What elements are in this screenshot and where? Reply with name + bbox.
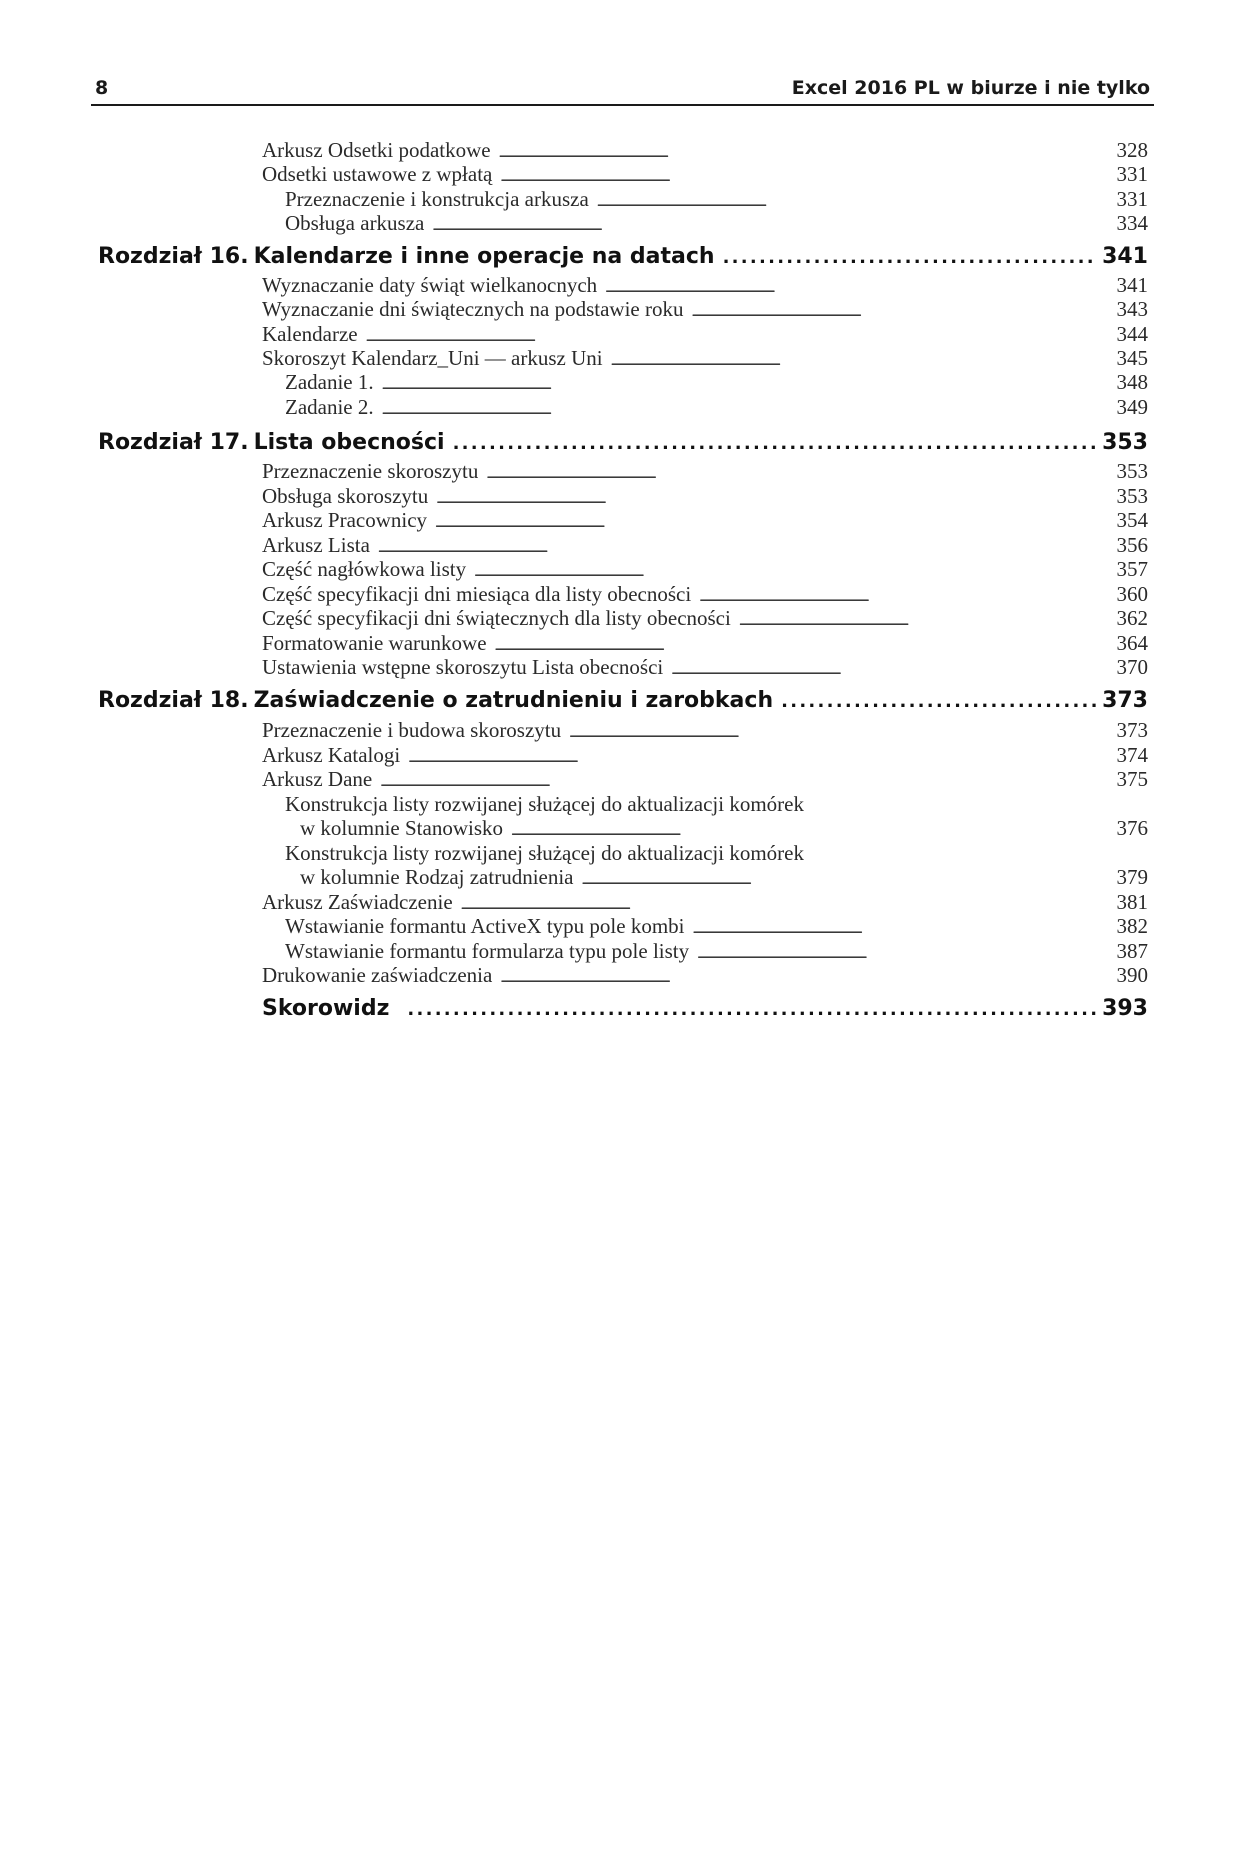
- toc-page-number: 387: [1116, 939, 1148, 963]
- toc-entry-title: Wstawianie formantu ActiveX typu pole kombi: [285, 914, 685, 938]
- toc-page-number: 382: [1116, 914, 1148, 938]
- toc-entry-title: Obsługa skoroszytu: [262, 484, 429, 508]
- dot-leader: [500, 961, 1111, 993]
- dot-leader: [407, 993, 1097, 1026]
- toc-page-number: 376: [1116, 816, 1148, 840]
- toc-page-number: 390: [1116, 963, 1148, 987]
- toc-entry: [285, 209, 1148, 238]
- book-title: Excel 2016 PL w biurze i nie tylko: [791, 77, 1150, 99]
- toc-page-number: 343: [1116, 297, 1148, 321]
- toc-entry-title: Formatowanie warunkowe: [262, 631, 487, 655]
- toc-entry-title: Kalendarze: [262, 322, 358, 346]
- dot-leader: [723, 241, 1097, 274]
- toc-entry: [262, 961, 1148, 990]
- toc-page-number: 341: [1116, 273, 1148, 297]
- toc-entry-title: Wyznaczanie daty świąt wielkanocnych: [262, 273, 598, 297]
- toc-page-number: 353: [1102, 430, 1148, 455]
- toc-page-number: 373: [1102, 688, 1148, 713]
- toc-entry-title: Zaświadczenie o zatrudnieniu i zarobkach: [253, 688, 774, 713]
- toc-entry-title: Część nagłówkowa listy: [262, 557, 467, 581]
- chapter-number: Rozdział 18.: [98, 688, 249, 713]
- chapter-number: Rozdział 16.: [98, 244, 249, 269]
- toc-entry-title: Część specyfikacji dni świątecznych dla listy obecności: [262, 606, 731, 630]
- toc-entry: [285, 393, 1148, 422]
- toc-entry-title: Wstawianie formantu formularza typu pole listy: [285, 939, 690, 963]
- dot-leader: [781, 685, 1097, 718]
- index-entry: [262, 993, 1148, 1025]
- toc-page-number: 348: [1116, 370, 1148, 394]
- toc-entry-title: Skorowidz: [262, 996, 390, 1021]
- toc-entry-title: Konstrukcja listy rozwijanej służącej do aktualizacji komórek: [285, 792, 804, 816]
- toc-page-number: 381: [1116, 890, 1148, 914]
- toc-page-number: 353: [1116, 459, 1148, 483]
- toc-entry: [262, 653, 1148, 682]
- toc-page-number: 349: [1116, 395, 1148, 419]
- toc-page-number: 331: [1116, 162, 1148, 186]
- dot-leader: [453, 427, 1098, 460]
- toc-entry-title: Ustawienia wstępne skoroszytu Lista obecności: [262, 655, 664, 679]
- toc-page-number: 356: [1116, 533, 1148, 557]
- toc-entry-title: Część specyfikacji dni miesiąca dla listy obecności: [262, 582, 692, 606]
- toc-entry-title: Odsetki ustawowe z wpłatą: [262, 162, 493, 186]
- toc-entry-title: Arkusz Lista: [262, 533, 370, 557]
- toc-page-number: 345: [1116, 346, 1148, 370]
- toc-entry-title: Przeznaczenie i budowa skoroszytu: [262, 718, 562, 742]
- toc-page-number: 354: [1116, 508, 1148, 532]
- page-number: 8: [95, 77, 109, 99]
- chapter-number: Rozdział 17.: [98, 430, 249, 455]
- toc-page-number: 353: [1116, 484, 1148, 508]
- toc-entry-title: w kolumnie Stanowisko: [300, 816, 503, 840]
- toc-page-number: 375: [1116, 767, 1148, 791]
- toc-page-number: 379: [1116, 865, 1148, 889]
- toc-entry-title: w kolumnie Rodzaj zatrudnienia: [300, 865, 574, 889]
- chapter-heading: [98, 427, 1148, 459]
- toc-entry-title: Wyznaczanie dni świątecznych na podstawie roku: [262, 297, 684, 321]
- toc-entry-title: Skoroszyt Kalendarz_Uni — arkusz Uni: [262, 346, 603, 370]
- toc-entry-title: Obsługa arkusza: [285, 211, 425, 235]
- toc-entry-title: Arkusz Odsetki podatkowe: [262, 138, 491, 162]
- toc-entry-title: Zadanie 1.: [285, 370, 374, 394]
- toc-page-number: 357: [1116, 557, 1148, 581]
- toc-entry-title: Drukowanie zaświadczenia: [262, 963, 493, 987]
- toc-page-number: 393: [1102, 996, 1148, 1021]
- toc-entry-title: Kalendarze i inne operacje na datach: [253, 244, 715, 269]
- toc-page-number: 364: [1116, 631, 1148, 655]
- toc-entry-title: Arkusz Dane: [262, 767, 373, 791]
- toc-page-number: 334: [1116, 211, 1148, 235]
- toc-page-number: 373: [1116, 718, 1148, 742]
- chapter-heading: [98, 241, 1148, 273]
- toc-entry-title: Przeznaczenie i konstrukcja arkusza: [285, 187, 589, 211]
- toc-page-number: 370: [1116, 655, 1148, 679]
- toc-entry-title: Arkusz Zaświadczenie: [262, 890, 453, 914]
- dot-leader: [671, 653, 1111, 685]
- toc-page-number: 341: [1102, 244, 1148, 269]
- dot-leader: [382, 393, 1112, 425]
- toc-entry-title: Zadanie 2.: [285, 395, 374, 419]
- toc-page-number: 374: [1116, 743, 1148, 767]
- toc-page-number: 344: [1116, 322, 1148, 346]
- toc-entry-title: Arkusz Katalogi: [262, 743, 401, 767]
- dot-leader: [432, 209, 1111, 241]
- toc-entry-title: Lista obecności: [253, 430, 445, 455]
- toc-entry-title: Arkusz Pracownicy: [262, 508, 428, 532]
- toc-page-number: 362: [1116, 606, 1148, 630]
- toc-page-number: 360: [1116, 582, 1148, 606]
- toc-entry-title: Przeznaczenie skoroszytu: [262, 459, 479, 483]
- chapter-heading: [98, 685, 1148, 717]
- toc-entry-title: Konstrukcja listy rozwijanej służącej do aktualizacji komórek: [285, 841, 804, 865]
- toc-page-number: 331: [1116, 187, 1148, 211]
- toc-page-number: 328: [1116, 138, 1148, 162]
